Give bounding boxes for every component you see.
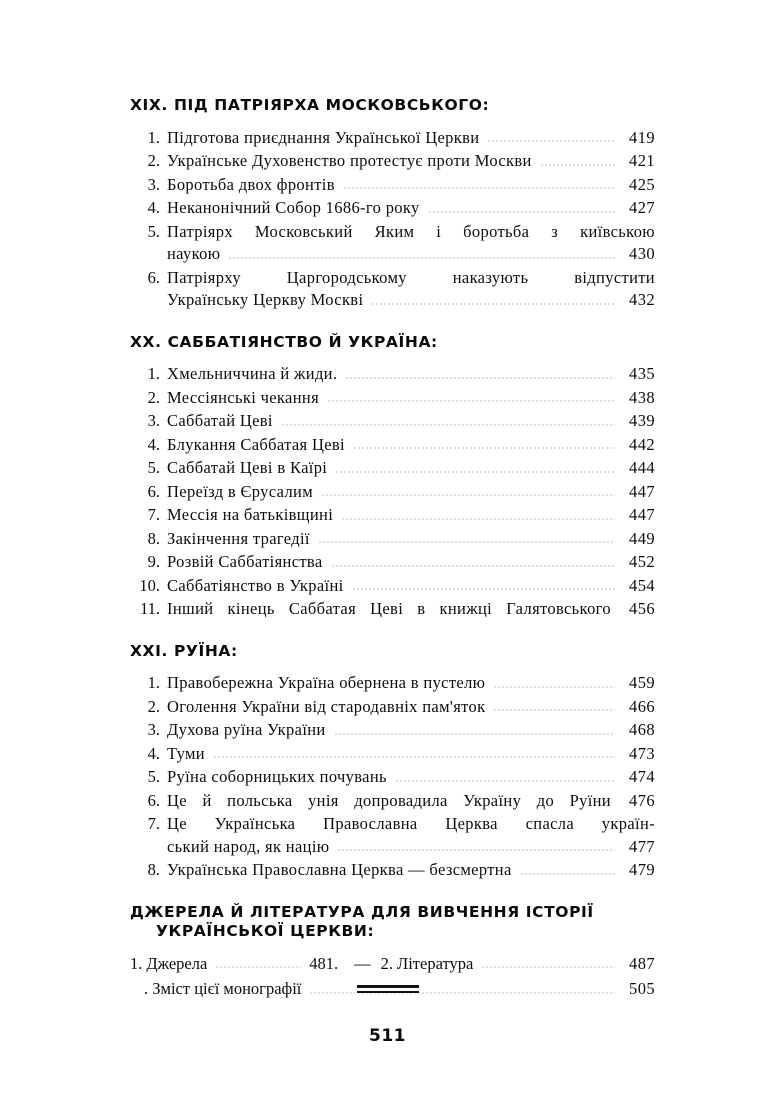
toc-entry[interactable] [130,696,655,716]
entry-title: . Зміст цієї монографії [144,979,302,999]
dot-leader [352,588,615,590]
entry-page-number: 456 [629,599,655,619]
entry-number: 7. [147,505,160,525]
bibliography-row-sources[interactable] [130,953,655,973]
dot-leader [334,733,615,735]
toc-entry[interactable] [130,528,655,548]
entry-title: Духова руїна України [167,720,326,740]
section-bibliography [130,903,655,998]
entry-number: 1. [147,364,160,384]
entry-title-secondary: Література [397,953,474,973]
entry-number: 3. [147,411,160,431]
entry-page-number: 432 [629,290,655,310]
entry-number: 1. [147,673,160,693]
entry-title-continued: Українську Церкву Москві [167,290,364,310]
entry-number: 4. [147,198,160,218]
entry-page-number: 459 [629,673,655,693]
entry-title: Українська Православна Церква — безсмертна [167,860,512,880]
dot-leader [520,873,615,875]
entry-title: Інший кінець Саббатая Цеві в книжці Галятовського [167,599,611,619]
entry-page-number: 474 [629,767,655,787]
toc-entry[interactable] [130,387,655,407]
dot-leader [331,565,615,567]
toc-entry[interactable] [130,481,655,501]
toc-entry[interactable] [130,862,655,879]
dot-leader [341,518,615,520]
dot-leader [228,257,615,259]
entry-page-number: 447 [629,481,655,501]
entry-number: 11. [139,599,160,619]
entry-page-number: 442 [629,434,655,454]
entry-title-continued: ський народ, як націю [167,836,330,856]
ornament-rule-bottom [357,991,419,994]
bibliography-heading-line2: УКРАЇНСЬКОЇ ЦЕРКВИ: [156,922,375,941]
entry-number: 1. [147,127,160,147]
entry-title: Це Українська Православна Церква спасла україн- [167,814,655,834]
entry-number: 1. [130,953,143,973]
dot-leader [353,447,615,449]
entry-page-number: 438 [629,387,655,407]
toc-entry[interactable] [130,743,655,763]
entry-number: 3. [147,174,160,194]
entry-number: 8. [147,528,160,548]
entry-title: Саббатай Цеві в Каїрі [167,458,328,478]
entry-number: 2. [147,696,160,716]
dot-leader [281,424,615,426]
entry-title: Розвій Саббатіянства [167,552,323,572]
entry-page-number: 476 [629,790,655,810]
entry-page-number: 447 [629,505,655,525]
entry-title: Мессіянські чекання [167,387,320,407]
entry-title: Оголення України від стародавніх пам'яток [167,696,486,716]
dot-leader [428,211,615,213]
entry-page-number: 481. [309,953,339,973]
toc-entry[interactable] [130,722,655,739]
dot-leader [321,494,615,496]
entry-page-number: 449 [629,528,655,548]
entry-number: 5. [147,767,160,787]
entry-page-number: 468 [629,720,655,740]
entry-title: Блукання Саббатая Цеві [167,434,345,454]
toc-entry[interactable] [130,127,655,147]
dot-leader [309,992,615,994]
entry-title: Патріярх Московський Яким і боротьба з київською [167,221,655,241]
section-heading-xix: XIX. ПІД ПАТРІЯРХА МОСКОВСЬКОГО: [130,96,490,114]
entry-page-number: 435 [629,364,655,384]
entry-title: Саббатай Цеві [167,411,273,431]
entry-number: 6. [147,481,160,501]
entry-page-number: 430 [629,244,655,264]
entry-title: Неканонічний Собор 1686-го року [167,198,420,218]
entry-title: Джерела [146,953,208,973]
entry-number: 3. [147,720,160,740]
entry-title: Мессія на батьківщині [167,505,334,525]
entry-number: 8. [147,860,160,880]
entry-page-number: 425 [629,174,655,194]
entry-page-number: 454 [629,575,655,595]
entry-page-number: 439 [629,411,655,431]
entry-number: 4. [147,434,160,454]
toc-entry[interactable] [130,200,655,217]
entry-page-number: 452 [629,552,655,572]
toc-entry[interactable] [130,460,655,477]
section-heading-bibliography [130,903,655,942]
dot-leader [481,966,615,968]
section-heading-xxi: XXI. РУЇНА: [130,641,238,660]
entry-number: 7. [147,814,160,834]
entry-page-number: 421 [629,151,655,171]
entry-number: 10. [139,575,160,595]
entry-title: Українське Духовенство протестує проти Москви [167,151,532,171]
entry-page-number: 444 [629,458,655,478]
toc-entry[interactable] [130,675,655,692]
section-xix [130,96,655,309]
toc-entry[interactable] [130,769,655,786]
entry-title: Це й польська унія допровадила Україну до Руїни [167,790,611,810]
entry-page-number: 419 [629,127,655,147]
page-folio-number: 511 [369,1026,406,1046]
entry-title: Туми [167,743,205,763]
entry-number: 5. [147,221,160,241]
entry-title: Закінчення трагедії [167,528,310,548]
dot-leader [395,780,615,782]
toc-entry[interactable] [130,575,655,595]
entry-title: Саббатіянство в Україні [167,575,344,595]
entry-number: 6. [147,267,160,287]
entry-title: Патріярху Царгородському наказують відпустити [167,267,655,287]
toc-entry[interactable] [130,601,655,618]
toc-entry[interactable] [130,434,655,454]
entry-title: Руїна соборницьких почувань [167,767,387,787]
dot-leader [337,849,615,851]
entry-number: 9. [147,552,160,572]
dot-leader [493,709,615,711]
entry-page-number: 427 [629,198,655,218]
entry-page-number: 473 [629,743,655,763]
toc-entry[interactable] [130,366,655,383]
double-rule-ornament [357,985,419,993]
entry-page-number-secondary: 487 [629,953,655,973]
entry-title: Хмельниччина й жиди. [167,364,338,384]
entry-title: Боротьба двох фронтів [167,174,335,194]
entry-number: 2. [147,387,160,407]
dot-leader [371,303,615,305]
dot-leader [345,377,615,379]
entry-title: Правобережна Україна обернена в пустелю [167,673,486,693]
toc-entry[interactable] [130,153,655,170]
section-xxi [130,642,655,879]
toc-entry[interactable] [130,554,655,571]
toc-entry[interactable] [130,413,655,430]
entry-number: 6. [147,790,160,810]
dot-leader [487,140,615,142]
table-of-contents-page [130,96,655,1007]
toc-entry[interactable] [130,174,655,194]
entry-number: 5. [147,458,160,478]
entry-number-secondary: 2. [380,953,394,973]
entry-page-number: 479 [629,860,655,880]
dot-leader [335,471,615,473]
dot-leader [215,966,301,968]
dot-leader [493,686,615,688]
entry-page-number: 477 [629,836,655,856]
toc-entry[interactable] [130,267,655,310]
entry-title-continued: наукою [167,244,221,264]
entry-number: 2. [147,151,160,171]
dot-leader [343,187,615,189]
entry-number: 4. [147,743,160,763]
toc-entry[interactable] [130,221,655,264]
entry-page-number: 505 [629,979,655,999]
section-xx [130,333,655,618]
ornament-rule-top [357,985,419,988]
entry-title: Підготова приєднання Української Церкви [167,127,480,147]
entry-title: Переїзд в Єрусалим [167,481,314,501]
dot-leader [540,164,615,166]
dot-leader [327,400,615,402]
dot-leader [213,756,615,758]
section-heading-xx: XX. САББАТІЯНСТВО Й УКРАЇНА: [130,332,438,351]
toc-entry[interactable] [130,507,655,524]
toc-entry[interactable] [130,790,655,810]
toc-entry[interactable] [130,816,655,855]
separator-dash: — [354,953,371,973]
bibliography-heading-line1: ДЖЕРЕЛА Й ЛІТЕРАТУРА ДЛЯ ВИВЧЕННЯ ІСТОРІЇ [130,902,594,921]
dot-leader [318,541,615,543]
entry-page-number: 466 [629,696,655,716]
